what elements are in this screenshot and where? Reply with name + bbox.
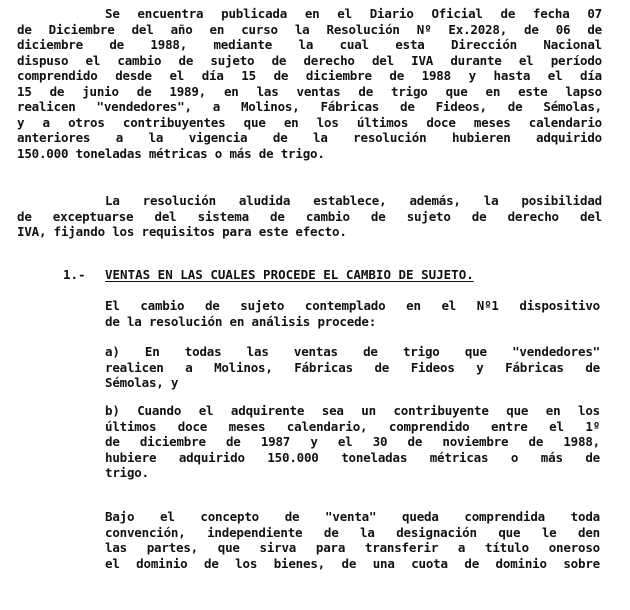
- text-line: a) En todas las ventas de trigo que "vendedores": [105, 344, 600, 359]
- text-line: Sémolas, y: [105, 375, 179, 390]
- text-line: IVA, fijando los requisitos para este efecto.: [17, 224, 347, 239]
- section-number: 1.-: [63, 267, 86, 282]
- text-line: de la resolución en análisis procede:: [105, 313, 377, 329]
- paragraph-resolucion-aludida: [17, 193, 602, 240]
- text-line: las partes, que sirva para transferir a título oneroso: [105, 540, 600, 555]
- text-line: anteriores a la vigencia de la resolución hubieren adquirido: [17, 130, 602, 145]
- text-line: realicen "vendedores", a Molinos, Fábricas de Fideos, de Sémolas,: [17, 99, 602, 114]
- text-line: de exceptuarse del sistema de cambio de sujeto de derecho del: [17, 208, 602, 224]
- item-b: [105, 403, 600, 481]
- text-line: últimos doce meses calendario, comprendido entre el 1º: [105, 418, 600, 434]
- text-line: hubiere adquirido 150.000 toneladas métricas o más de: [105, 449, 600, 465]
- text-line: de diciembre de 1987 y el 30 de noviembre de 1988,: [105, 434, 600, 449]
- text-line: El cambio de sujeto contemplado en el Nº1 dispositivo: [105, 298, 600, 313]
- text-line: diciembre de 1988, mediante la cual esta Dirección Nacional: [17, 37, 602, 52]
- text-line: convención, independiente de la designación que le den: [105, 524, 600, 540]
- paragraph-cambio-sujeto: [105, 298, 600, 329]
- text-line: de Diciembre del año en curso la Resolución Nº Ex.2028, de 06 de: [17, 21, 602, 37]
- text-line: La resolución aludida establece, además, la posibilidad: [105, 193, 602, 208]
- text-line: 15 de junio de 1989, en las ventas de trigo que en este lapso: [17, 83, 602, 99]
- text-line: 150.000 toneladas métricas o más de trigo.: [17, 145, 325, 161]
- item-a: [105, 344, 600, 391]
- text-line: y a otros contribuyentes que en los últimos doce meses calendario: [17, 114, 602, 130]
- paragraph-publicacion: [17, 6, 602, 161]
- text-line: Se encuentra publicada en el Diario Oficial de fecha 07: [105, 6, 602, 21]
- text-line: dispuso el cambio de sujeto de derecho del IVA durante el período: [17, 52, 602, 68]
- section-title: VENTAS EN LAS CUALES PROCEDE EL CAMBIO DE SUJETO.: [105, 267, 474, 282]
- text-line: b) Cuando el adquirente sea un contribuyente que en los: [105, 403, 600, 418]
- text-line: el dominio de los bienes, de una cuota de dominio sobre: [105, 555, 600, 571]
- text-line: comprendido desde el día 15 de diciembre de 1988 y hasta el día: [17, 68, 602, 83]
- text-line: realicen a Molinos, Fábricas de Fideos y Fábricas de: [105, 359, 600, 375]
- text-line: trigo.: [105, 465, 149, 480]
- text-line: Bajo el concepto de "venta" queda comprendida toda: [105, 509, 600, 524]
- paragraph-concepto-venta: [105, 509, 600, 571]
